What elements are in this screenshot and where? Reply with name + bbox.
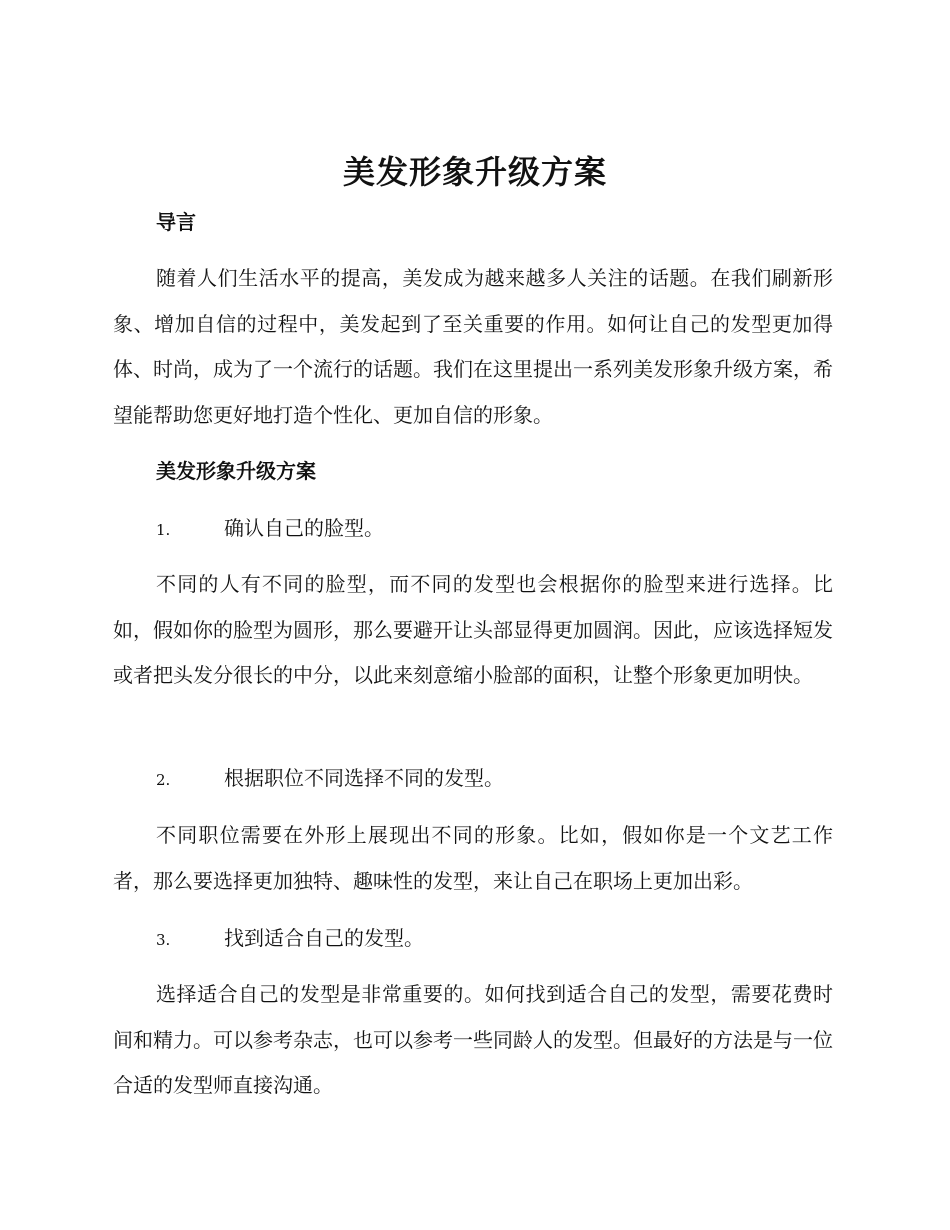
list-item-number: 3. — [156, 931, 171, 949]
intro-paragraph: 随着人们生活水平的提高，美发成为越来越多人关注的话题。在我们刷新形象、增加自信的过程中，美发起到了至关重要的作用。如何让自己的发型更加得体、时尚，成为了一个流行的话题。我们在这里提出一系列美发形象升级方案，希望能帮助您更好地打造个性化、更加自信的形象。 — [113, 266, 833, 427]
list-item-3-body: 选择适合自己的发型是非常重要的。如何找到适合自己的发型，需要花费时间和精力。可以参考杂志，也可以参考一些同龄人的发型。但最好的方法是与一位合适的发型师直接沟通。 — [113, 982, 833, 1097]
list-item-2 — [156, 764, 504, 794]
list-item-3 — [156, 924, 424, 954]
list-item-1 — [156, 514, 384, 544]
list-item-2-body: 不同职位需要在外形上展现出不同的形象。比如，假如你是一个文艺工作者，那么要选择更加独特、趣味性的发型，来让自己在职场上更加出彩。 — [113, 823, 833, 893]
list-item-title: 根据职位不同选择不同的发型。 — [224, 766, 504, 790]
plan-heading: 美发形象升级方案 — [156, 459, 316, 483]
list-item-title: 找到适合自己的发型。 — [224, 926, 424, 950]
document-title: 美发形象升级方案 — [342, 153, 607, 191]
list-item-number: 1. — [156, 521, 171, 539]
list-item-1-body: 不同的人有不同的脸型，而不同的发型也会根据你的脸型来进行选择。比如，假如你的脸型为圆形，那么要避开让头部显得更加圆润。因此，应该选择短发或者把头发分很长的中分，以此来刻意缩小脸部的面积，让整个形象更加明快。 — [113, 572, 833, 687]
intro-heading: 导言 — [156, 210, 196, 234]
list-item-title: 确认自己的脸型。 — [224, 516, 384, 540]
list-item-number: 2. — [156, 771, 171, 789]
